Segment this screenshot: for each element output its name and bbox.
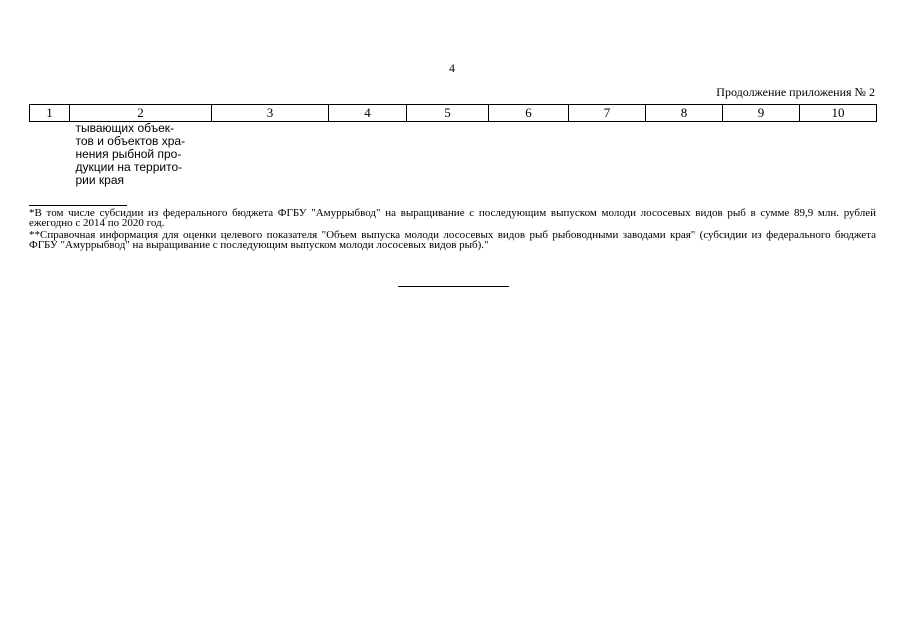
end-of-document-line [398, 286, 509, 287]
column-header-7: 7 [569, 105, 646, 122]
column-header-6: 6 [489, 105, 569, 122]
column-header-3: 3 [212, 105, 329, 122]
table-cell-col2 [70, 122, 212, 188]
column-header-2: 2 [70, 105, 212, 122]
cell-col2-line: дукции на террито- [75, 160, 183, 174]
page-number: 4 [449, 61, 455, 75]
footnote-separator [29, 205, 127, 206]
footnote-1: *В том числе субсидии из федерального бюджета ФГБУ "Амуррыбвод" на выращивание с последующим выпуском молоди лососевых видов рыб в сумме 89,9 млн. рублей ежегодно с 2014 по 2020 год. [29, 207, 876, 229]
column-header-4: 4 [329, 105, 407, 122]
cell-col2-line: тывающих объек- [75, 121, 175, 135]
appendix-continuation-label: Продолжение приложения № 2 [716, 85, 875, 99]
footnotes [29, 208, 876, 250]
table-cell-col1 [30, 122, 70, 188]
column-header-1: 1 [30, 105, 70, 122]
cell-col2-text [70, 122, 200, 187]
column-header-9: 9 [723, 105, 800, 122]
table-row [30, 122, 877, 188]
cell-col2-line: рии края [75, 173, 125, 187]
cell-col2-line: нения рыбной про- [75, 147, 182, 161]
column-header-10: 10 [800, 105, 877, 122]
column-header-5: 5 [407, 105, 489, 122]
table-header-row [30, 105, 877, 122]
footnote-2: **Справочная информация для оценки целевого показателя "Объем выпуска молоди лососевых видов рыб рыбоводными заводами края" (субсидии из федерального бюджета ФГБУ "Амуррыбвод" на выращивание с последующим выпуском молоди лососевых видов рыб)." [29, 229, 876, 251]
column-header-8: 8 [646, 105, 723, 122]
cell-col2-line: тов и объектов хра- [75, 134, 186, 148]
data-table [29, 104, 877, 187]
